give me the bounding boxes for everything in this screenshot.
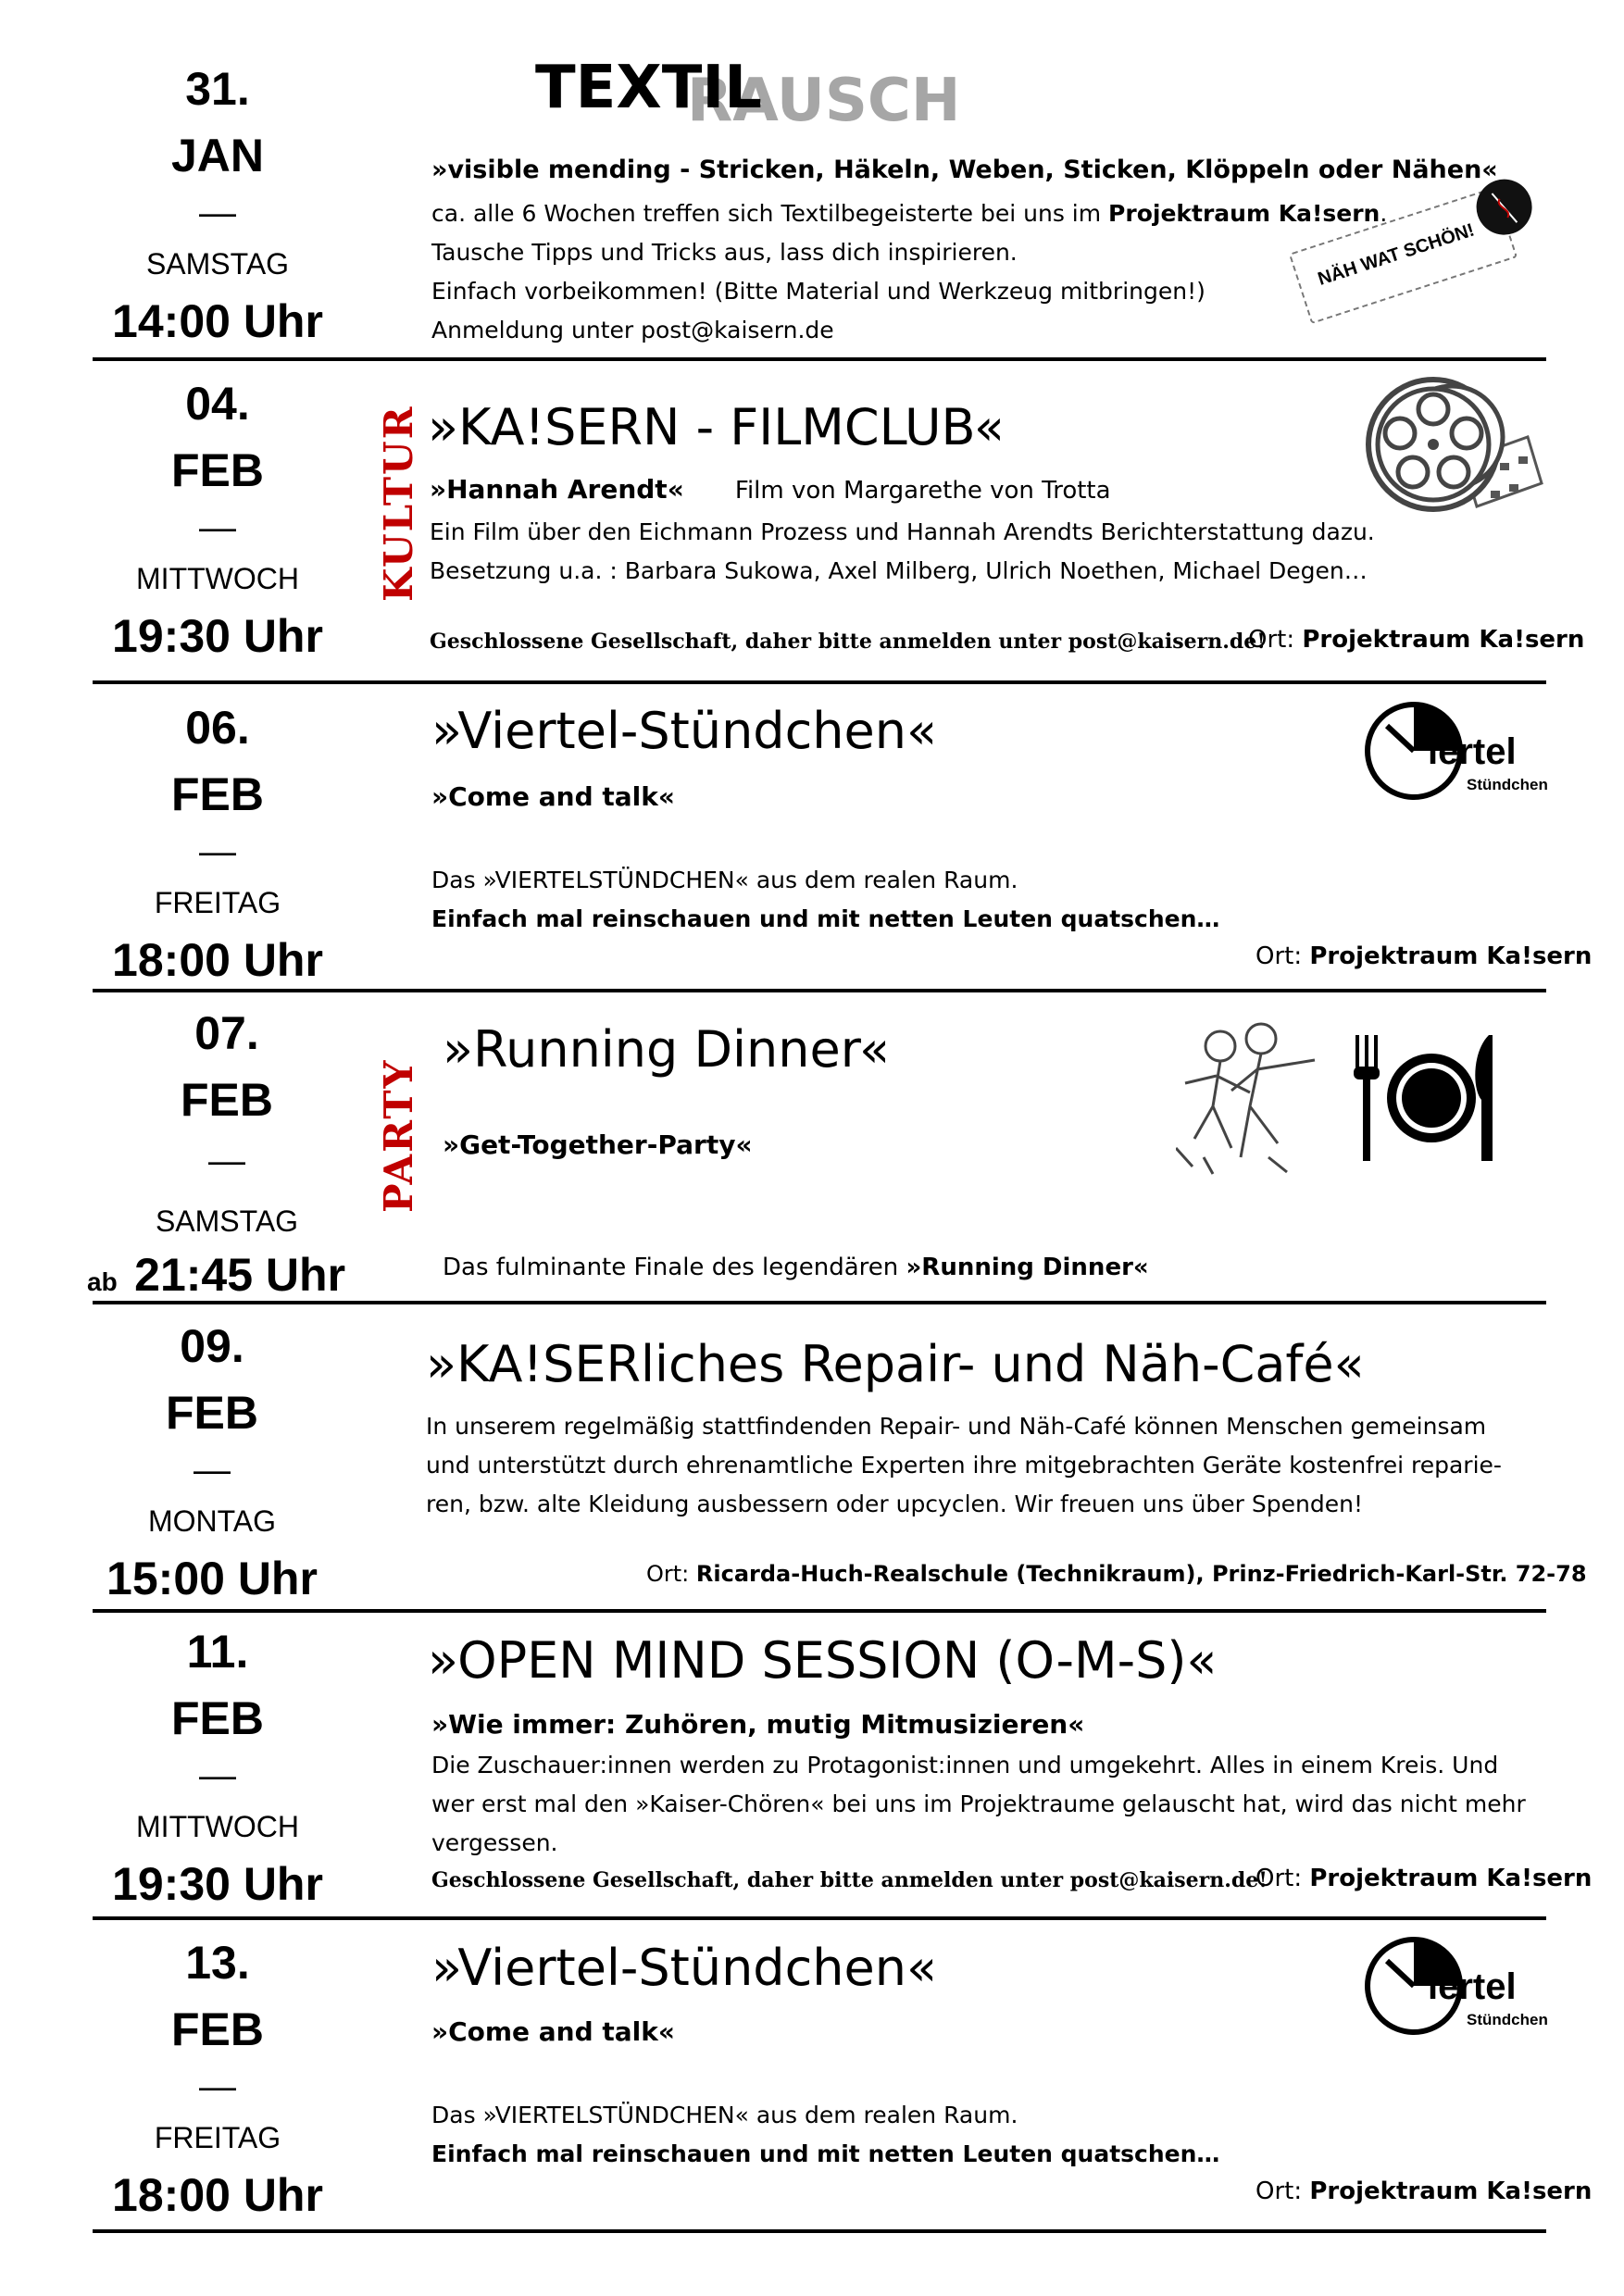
film-director: Film von Margarethe von Trotta (734, 477, 1111, 505)
divider-3 (93, 989, 1546, 992)
event-2-title: »KA!SERN - FILMCLUB« (428, 398, 1005, 456)
event-2-subtitle-row (430, 474, 1111, 505)
event-3-date (93, 694, 343, 991)
event-7-date (93, 1929, 343, 2226)
event-month: JAN (170, 130, 265, 181)
event-1-line-1: ca. alle 6 Wochen treffen sich Textilbegeisterte bei uns im Projektraum Ka!sern. (431, 200, 1388, 227)
event-6-subtitle: »Wie immer: Zuhören, mutig Mitmusizieren« (431, 1709, 1085, 1740)
logo-word: iertel (1428, 731, 1517, 772)
event-weekday: SAMSTAG (145, 247, 290, 281)
event-month: FEB (171, 2003, 264, 2055)
event-1-line-4: Anmeldung unter post@kaisern.de (431, 317, 834, 343)
event-2-date (93, 370, 343, 667)
event-weekday: MITTWOCH (136, 1810, 299, 1843)
event-month: FEB (171, 444, 264, 496)
running-people-icon (1176, 1018, 1343, 1176)
event-1-title-rausch: RAUSCH (687, 67, 961, 135)
event-time: 19:30 Uhr (112, 1858, 323, 1910)
event-6-line-2: wer erst mal den »Kaiser-Chören« bei uns im Projektraume gelauscht hat, wird das nicht mehr (431, 1791, 1526, 1817)
divider-2 (93, 680, 1546, 684)
running-dinner-name: »Running Dinner« (906, 1254, 1149, 1281)
event-weekday: SAMSTAG (155, 1204, 299, 1238)
event-3-subtitle: »Come and talk« (431, 781, 675, 812)
event-dash: — (199, 1755, 236, 1796)
event-time: 14:00 Uhr (112, 295, 323, 347)
event-month: FEB (171, 1692, 264, 1744)
divider-1 (93, 357, 1546, 361)
logo-word: iertel (1428, 1966, 1517, 2007)
logo-subword: Stündchen (1467, 2011, 1548, 2028)
event-dash: — (199, 2066, 236, 2107)
event-time: 21:45 Uhr (134, 1249, 346, 1301)
stamp-text: NÄH WAT SCHÖN! (1315, 219, 1478, 290)
event-weekday: FREITAG (154, 886, 281, 919)
event-5-date (87, 1313, 337, 1609)
event-6-line-3: vergessen. (431, 1829, 558, 1856)
divider-4 (93, 1301, 1546, 1304)
event-weekday: FREITAG (154, 2121, 281, 2154)
title-textil: TEXTIL (535, 54, 762, 122)
event-month: FEB (166, 1387, 258, 1439)
event-day: 11. (186, 1626, 249, 1678)
event-day: 07. (194, 1007, 259, 1059)
event-time: 19:30 Uhr (112, 610, 323, 662)
event-1-line-3: Einfach vorbeikommen! (Bitte Material und Werkzeug mitbringen!) (431, 278, 1206, 305)
event-1-title (535, 54, 762, 122)
logo-subword: Stündchen (1467, 776, 1548, 793)
event-dash: — (199, 507, 236, 548)
event-1-subtitle: »visible mending - Stricken, Häkeln, Weben, Sticken, Klöppeln oder Nähen« (431, 156, 1498, 184)
film-title: »Hannah Arendt« (430, 474, 684, 505)
event-time: 18:00 Uhr (112, 934, 323, 986)
event-2-location: Ort: Projektraum Ka!sern (1248, 626, 1585, 654)
event-3-line-2: Einfach mal reinschauen und mit netten Leuten quatschen… (431, 905, 1220, 932)
event-dash: — (208, 1141, 245, 1181)
event-month: FEB (181, 1074, 273, 1126)
event-weekday: MITTWOCH (136, 562, 299, 595)
divider-6 (93, 1916, 1546, 1920)
event-4-subtitle: »Get-Together-Party« (443, 1129, 753, 1160)
event-1-venue: Projektraum Ka!sern (1108, 200, 1380, 227)
event-5-line-2: und unterstützt durch ehrenamtliche Experten ihre mitgebrachten Geräte kostenfrei reparie- (426, 1452, 1502, 1479)
event-7-title: »Viertel-Stündchen« (431, 1939, 937, 1997)
event-3-title: »Viertel-Stündchen« (431, 702, 937, 760)
event-6-date (93, 1618, 343, 1915)
event-7-line-1: Das »VIERTELSTÜNDCHEN« aus dem realen Raum. (431, 2102, 1018, 2128)
event-2-line-1: Ein Film über den Eichmann Prozess und Hannah Arendts Berichterstattung dazu. (430, 518, 1375, 545)
event-1-line-2: Tausche Tipps und Tricks aus, lass dich inspirieren. (431, 239, 1018, 266)
event-7-line-2: Einfach mal reinschauen und mit netten Leuten quatschen… (431, 2140, 1220, 2167)
event-dash: — (194, 1450, 231, 1491)
event-day: 31. (185, 63, 250, 115)
tag-party: PARTY (376, 1058, 421, 1213)
event-6-title: »OPEN MIND SESSION (O-M-S)« (428, 1631, 1218, 1690)
event-4-title: »Running Dinner« (443, 1020, 891, 1079)
event-6-line-1: Die Zuschauer:innen werden zu Protagonist:innen und umgekehrt. Alles in einem Kreis. Und (431, 1752, 1499, 1778)
event-5-title: »KA!SERliches Repair- und Näh-Café« (426, 1335, 1365, 1393)
event-dash: — (199, 193, 236, 233)
event-4-time-row (87, 1248, 345, 1302)
event-5-line-1: In unserem regelmäßig stattfindenden Repair- und Näh-Café können Menschen gemeinsam (426, 1413, 1487, 1440)
tag-kultur: KULTUR (376, 405, 421, 602)
event-7-location: Ort: Projektraum Ka!sern (1255, 2177, 1593, 2205)
viertel-stuendchen-logo (1363, 700, 1557, 811)
event-4-date (102, 1000, 352, 1254)
event-4-line-1: Das fulminante Finale des legendären »Running Dinner« (443, 1254, 1149, 1281)
event-7-subtitle: »Come and talk« (431, 2016, 675, 2047)
event-day: 09. (180, 1320, 244, 1372)
event-6-location: Ort: Projektraum Ka!sern (1255, 1865, 1593, 1892)
event-3-location: Ort: Projektraum Ka!sern (1255, 942, 1593, 970)
event-day: 04. (185, 378, 250, 430)
event-weekday: MONTAG (147, 1504, 277, 1538)
event-1-date (93, 56, 343, 352)
event-6-closed-note: Geschlossene Gesellschaft, daher bitte anmelden unter post@kaisern.de! (431, 1868, 1268, 1892)
event-3-line-1: Das »VIERTELSTÜNDCHEN« aus dem realen Raum. (431, 867, 1018, 893)
event-2-line-2: Besetzung u.a. : Barbara Sukowa, Axel Milberg, Ulrich Noethen, Michael Degen… (430, 557, 1368, 584)
event-day: 13. (185, 1937, 250, 1989)
viertel-stuendchen-logo (1363, 1935, 1557, 2046)
divider-7 (93, 2229, 1546, 2233)
divider-5 (93, 1609, 1546, 1613)
event-time: 18:00 Uhr (112, 2169, 323, 2221)
event-5-line-3: ren, bzw. alte Kleidung ausbessern oder upcyclen. Wir freuen uns über Spenden! (426, 1491, 1363, 1517)
event-month: FEB (171, 768, 264, 820)
event-day: 06. (185, 702, 250, 754)
film-reel-icon (1361, 372, 1546, 530)
event-2-closed-note: Geschlossene Gesellschaft, daher bitte anmelden unter post@kaisern.de! (430, 630, 1266, 654)
plate-cutlery-icon (1343, 1033, 1509, 1163)
event-ab: ab (87, 1267, 118, 1296)
event-dash: — (199, 831, 236, 872)
event-5-location: Ort: Ricarda-Huch-Realschule (Technikraum), Prinz-Friedrich-Karl-Str. 72-78 (646, 1561, 1587, 1587)
event-time: 15:00 Uhr (106, 1553, 318, 1604)
